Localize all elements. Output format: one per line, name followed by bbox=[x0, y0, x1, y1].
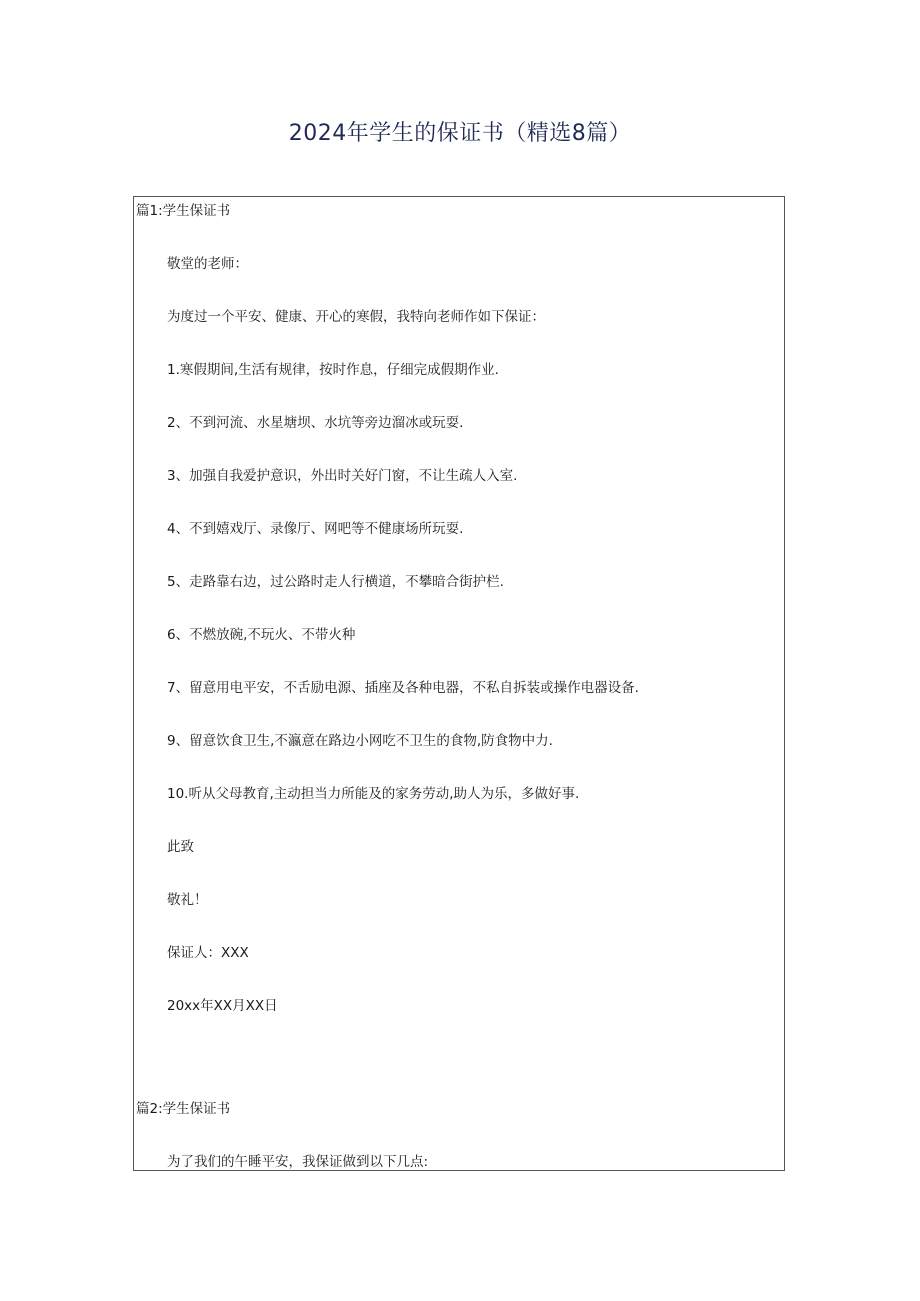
date-line: 20xx年XX月XX日 bbox=[167, 998, 278, 1014]
closing-regards: 敬礼！ bbox=[167, 892, 208, 908]
pledge-item-2: 2、不到河流、水星塘坝、水坑等旁边溜冰或玩耍. bbox=[167, 415, 464, 431]
section1-greeting: 敬堂的老师： bbox=[167, 256, 248, 272]
section1-intro: 为度过一个平安、健康、开心的寒假，我特向老师作如下保证： bbox=[167, 309, 545, 325]
pledge-item-6: 6、不燃放碗,不玩火、不带火种 bbox=[167, 627, 356, 643]
section2-heading: 篇2:学生保证书 bbox=[136, 1101, 231, 1117]
pledge-item-9: 9、留意饮食卫生,不瀛意在路边小网吃不卫生的食物,防食物中力. bbox=[167, 733, 553, 749]
pledge-item-1: 1.寒假期间,生活有规律，按时作息，仔细完成假期作业. bbox=[167, 362, 499, 378]
section2-intro: 为了我们的午睡平安，我保证做到以下几点: bbox=[167, 1154, 429, 1170]
pledge-item-10: 10.听从父母教育,主动担当力所能及的家务劳动,助人为乐，多做好事. bbox=[167, 786, 580, 802]
closing-salutation: 此致 bbox=[167, 839, 194, 855]
signer-line: 保证人：XXX bbox=[167, 945, 249, 961]
pledge-item-7: 7、留意用电平安，不舌励电源、插座及各种电器，不私自拆装或操作电器设备. bbox=[167, 680, 639, 696]
pledge-item-5: 5、走路靠右边，过公路时走人行横道，不攀暗合街护栏. bbox=[167, 574, 504, 590]
pledge-item-3: 3、加强自我爱护意识，外出时关好门窗，不让生疏人入室. bbox=[167, 468, 518, 484]
section1-heading: 篇1:学生保证书 bbox=[136, 203, 231, 219]
document-title: 2024年学生的保证书（精选8篇） bbox=[288, 121, 632, 146]
pledge-item-4: 4、不到嬉戏厅、录像厅、网吧等不健康场所玩耍. bbox=[167, 521, 464, 537]
